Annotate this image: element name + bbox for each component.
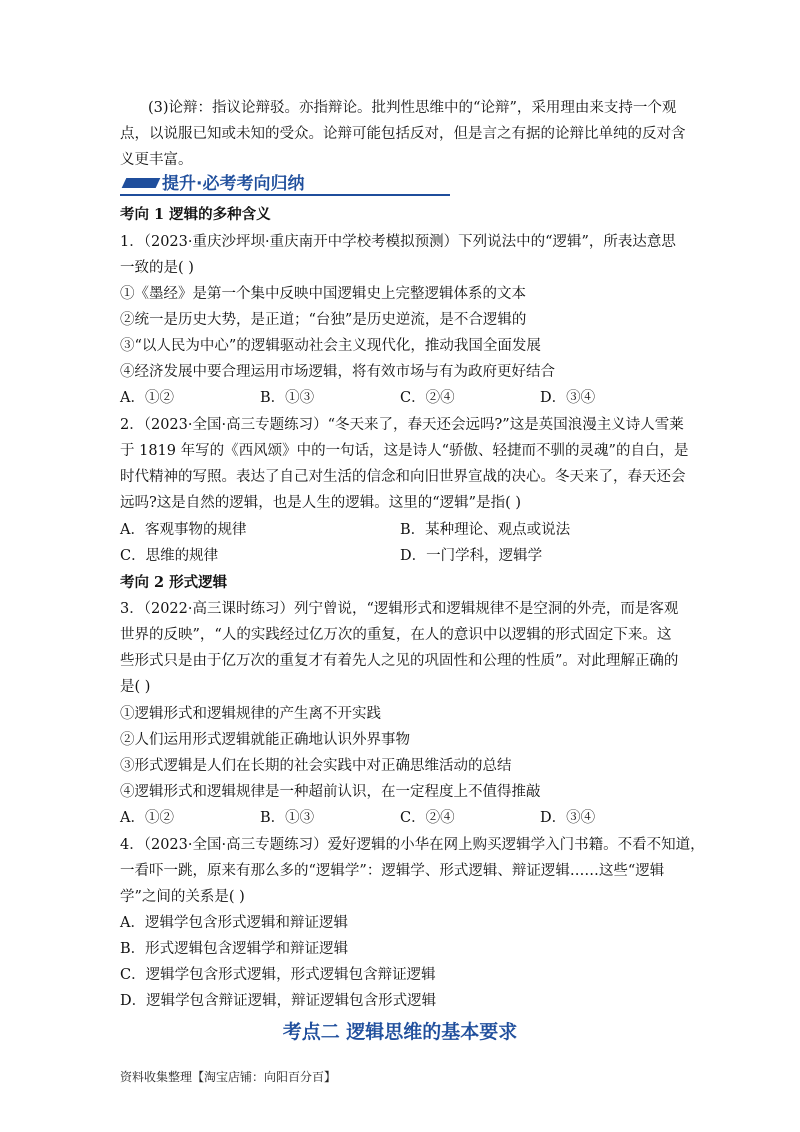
statement: ④经济发展中要合理运用市场逻辑，将有效市场与有为政府更好结合 — [120, 364, 555, 380]
option-b: B．某种理论、观点或说法 — [400, 522, 571, 538]
question-2-line: 远吗?这是自然的逻辑，也是人生的逻辑。这里的“逻辑”是指( ) — [120, 495, 522, 511]
question-2-line: 于 1819 年写的《西风颂》中的一句话，这是诗人“骄傲、轻捷而不驯的灵魂”的自白，是 — [120, 443, 689, 459]
option-d: D．一门学科，逻辑学 — [400, 548, 543, 564]
question-3-line: 世界的反映”，“人的实践经过亿万次的重复，在人的意识中以逻辑的形式固定下来。这 — [120, 627, 672, 643]
question-3-line: 3．（2022·高三课时练习）列宁曾说，“逻辑形式和逻辑规律不是空洞的外壳，而是客观 — [120, 601, 679, 617]
intro-line: 点，以说服已知或未知的受众。论辩可能包括反对，但是言之有据的论辩比单纯的反对含 — [120, 126, 686, 142]
option-d: D．逻辑学包含辩证逻辑，辩证逻辑包含形式逻辑 — [120, 993, 437, 1009]
option-c: C．思维的规律 — [120, 548, 219, 564]
question-1-line: 1．（2023·重庆沙坪坝·重庆南开中学校考模拟预测）下列说法中的“逻辑”，所表达意思 — [120, 234, 676, 250]
question-4-line: 一看吓一跳，原来有那么多的“逻辑学”：逻辑学、形式逻辑、辩证逻辑……这些“逻辑 — [120, 863, 665, 879]
option-c: C．逻辑学包含形式逻辑，形式逻辑包含辩证逻辑 — [120, 967, 436, 983]
topic-heading: 考向 1 逻辑的多种含义 — [120, 206, 271, 223]
topic-heading: 考向 2 形式逻辑 — [120, 574, 228, 591]
question-3-line: 些形式只是由于亿万次的重复才有着先人之见的巩固性和公理的性质”。对此理解正确的 — [120, 653, 679, 669]
footer-note: 资料收集整理【淘宝店铺：向阳百分百】 — [120, 1070, 337, 1084]
option-a: A．客观事物的规律 — [120, 522, 247, 538]
section-banner — [120, 172, 450, 196]
statement: ③“以人民为中心”的逻辑驱动社会主义现代化，推动我国全面发展 — [120, 338, 541, 354]
statement: ①逻辑形式和逻辑规律的产生离不开实践 — [120, 706, 381, 722]
option-d: D．③④ — [540, 810, 596, 826]
statement: ①《墨经》是第一个集中反映中国逻辑史上完整逻辑体系的文本 — [120, 286, 526, 302]
option-a: A．①② — [120, 390, 174, 406]
banner-bar-decoration — [122, 178, 161, 188]
option-d: D．③④ — [540, 390, 596, 406]
option-b: B．形式逻辑包含逻辑学和辩证逻辑 — [120, 941, 349, 957]
option-a: A．逻辑学包含形式逻辑和辩证逻辑 — [120, 915, 348, 931]
statement: ④逻辑形式和逻辑规律是一种超前认识，在一定程度上不值得推敲 — [120, 784, 541, 800]
question-4-line: 学”之间的关系是( ) — [120, 889, 245, 905]
question-4-line: 4．（2023·全国·高三专题练习）爱好逻辑的小华在网上购买逻辑学入门书籍。不看不知道， — [120, 837, 705, 853]
question-2-line: 2．（2023·全国·高三专题练习）“冬天来了，春天还会远吗?”这是英国浪漫主义诗人雪莱 — [120, 417, 684, 433]
question-3-line: 是( ) — [120, 679, 151, 695]
question-1-line: 一致的是( ) — [120, 260, 194, 276]
statement: ③形式逻辑是人们在长期的社会实践中对正确思维活动的总结 — [120, 758, 512, 774]
option-c: C．②④ — [400, 390, 455, 406]
intro-line: (3)论辩：指议论辩驳。亦指辩论。批判性思维中的“论辩”，采用理由来支持一个观 — [148, 100, 677, 116]
banner-underline — [120, 194, 450, 196]
option-b: B．①③ — [260, 390, 315, 406]
statement: ②人们运用形式逻辑就能正确地认识外界事物 — [120, 732, 410, 748]
option-b: B．①③ — [260, 810, 315, 826]
question-2-line: 时代精神的写照。表达了自己对生活的信念和向旧世界宣战的决心。冬天来了，春天还会 — [120, 469, 686, 485]
option-a: A．①② — [120, 810, 174, 826]
option-c: C．②④ — [400, 810, 455, 826]
statement: ②统一是历史大势，是正道；“台独”是历史逆流，是不合逻辑的 — [120, 312, 527, 328]
section-banner-title: 提升·必考考向归纳 — [162, 174, 305, 194]
section-heading: 考点二 逻辑思维的基本要求 — [282, 1021, 518, 1043]
intro-line: 义更丰富。 — [120, 152, 193, 168]
